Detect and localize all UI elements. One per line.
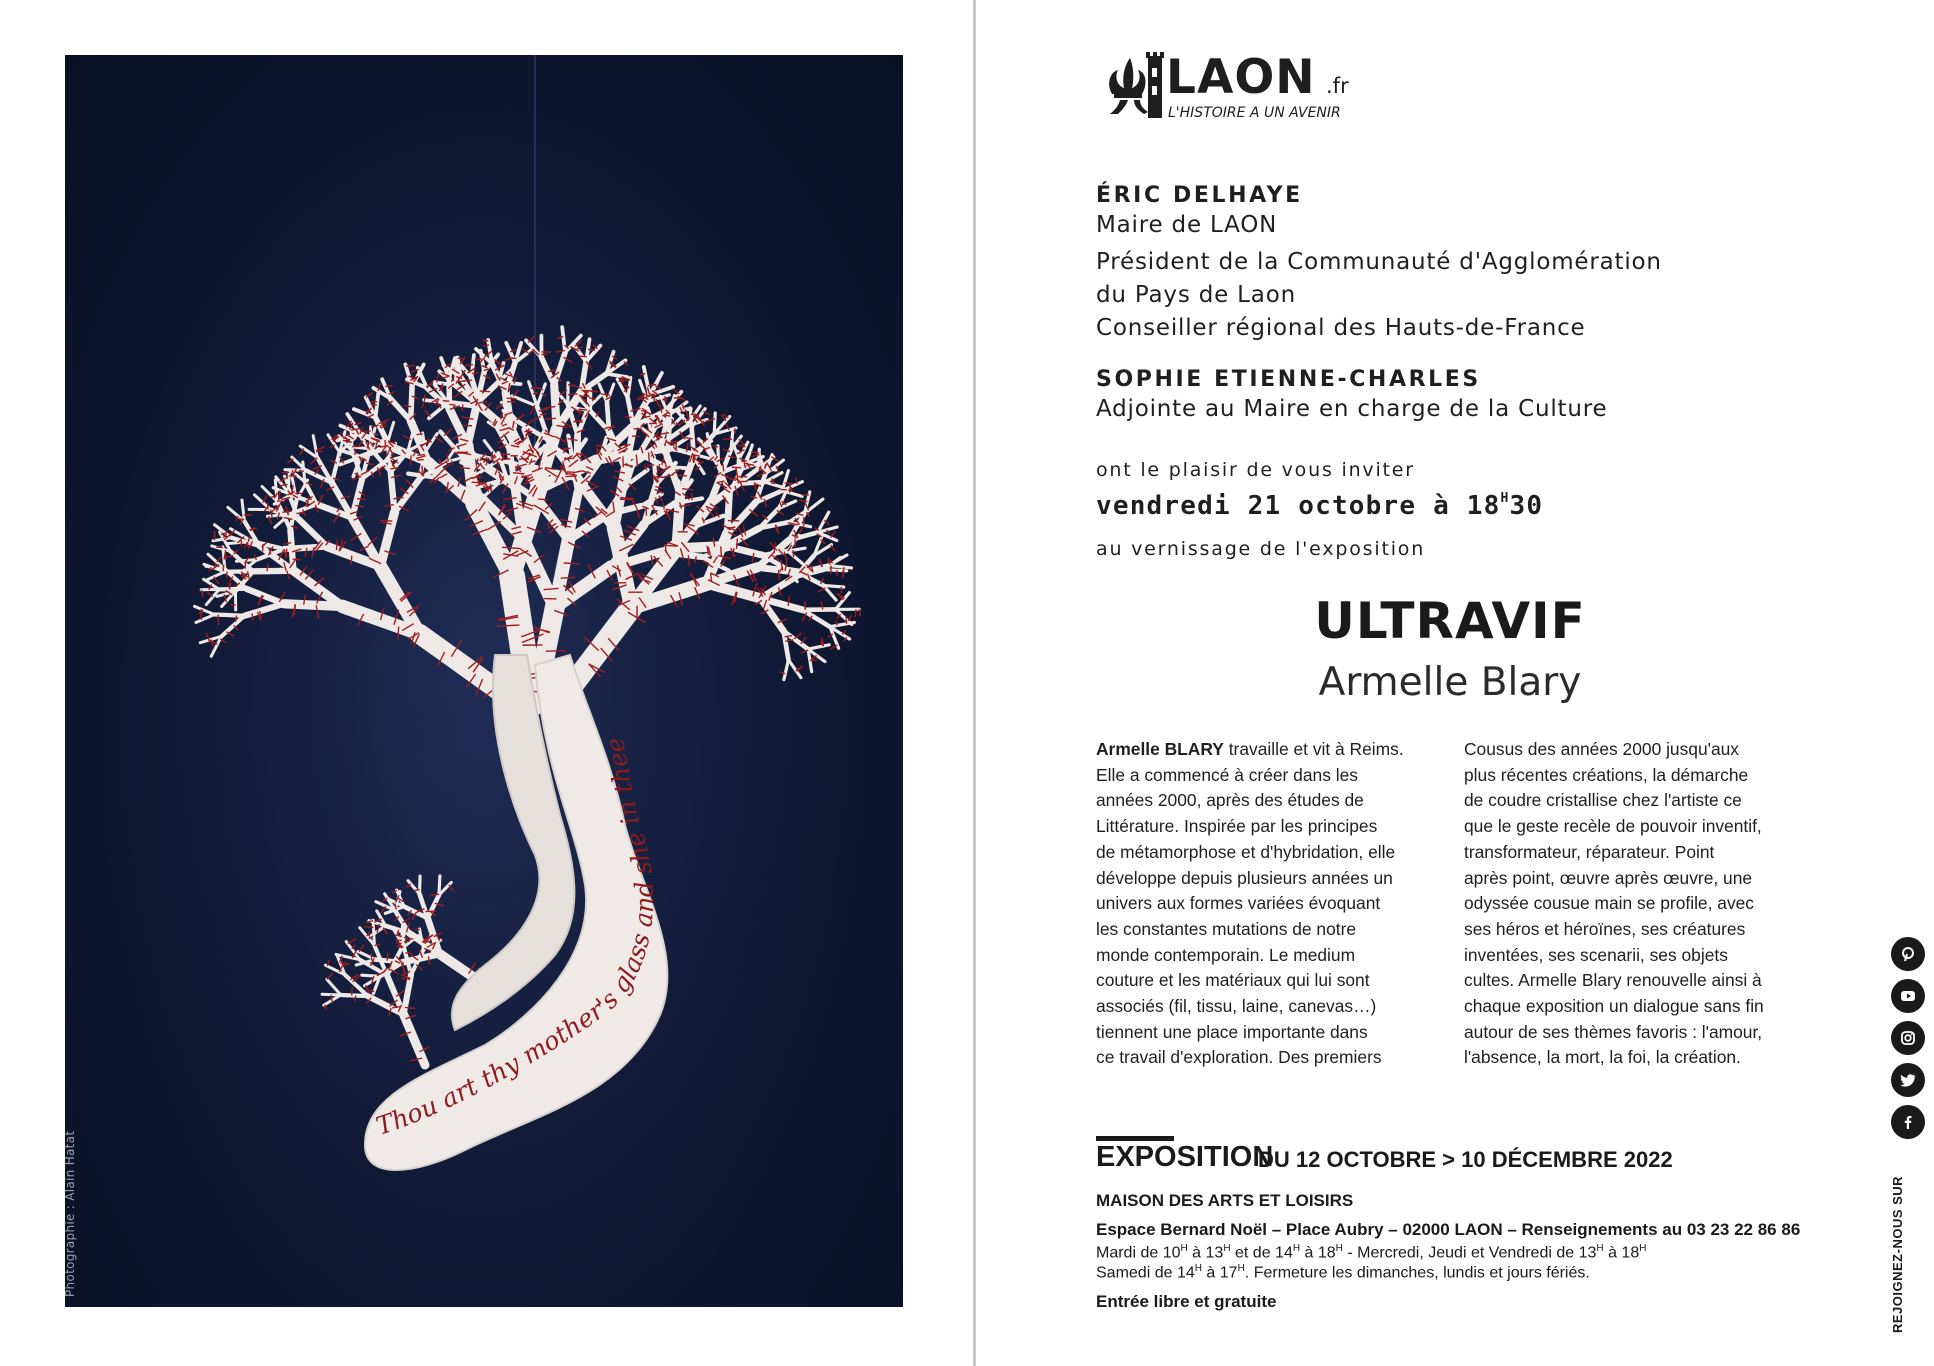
host1-title-1: Maire de LAON [1096, 212, 1278, 238]
body-line: ses héros et héroïnes, ses créatures [1464, 918, 1746, 939]
invitation-outro: au vernissage de l'exposition [1096, 538, 1426, 560]
body-line: Elle a commencé à créer dans les [1096, 764, 1358, 785]
thread-stitch [751, 452, 759, 453]
youtube-icon [1899, 987, 1917, 1005]
thread-stitch [723, 464, 724, 471]
embroidered-inscription: Thou art thy mother's glass and she in thee [372, 735, 660, 1141]
photo-credit: Photographie : Alain Hatat [63, 1130, 77, 1297]
thread-stitch [663, 503, 664, 509]
hours-text: et de 14 [1230, 1244, 1293, 1262]
thread-stitch [649, 452, 650, 462]
social-label: REJOIGNEZ-NOUS SUR [1890, 1175, 1905, 1333]
hours-text: à 18 [1603, 1244, 1640, 1262]
fleur-de-lis-tower-icon [1104, 50, 1166, 122]
body-line: années 2000, après des études de [1096, 790, 1364, 811]
instagram-icon [1899, 1029, 1917, 1047]
body-line: l'absence, la mort, la foi, la création. [1464, 1047, 1741, 1068]
logo-wordmark: LAON [1166, 50, 1316, 105]
body-line: développe depuis plusieurs années un [1096, 867, 1393, 888]
body-line: couture et les matériaux qui lui sont [1096, 970, 1370, 991]
host1-title-2: Président de la Communauté d'Agglomération [1096, 249, 1662, 275]
branch [411, 387, 412, 421]
thread-stitch [711, 573, 712, 582]
thread-stitch [380, 520, 392, 521]
thread-stitch [371, 404, 377, 405]
hours-text: - Mercredi, Jeudi et Vendredi de 13 [1342, 1244, 1597, 1262]
branch [219, 589, 246, 590]
body-line: les constantes mutations de notre [1096, 918, 1357, 939]
thread-stitch [721, 546, 722, 556]
body-line: tiennent une place importante dans [1096, 1021, 1368, 1042]
body-line: univers aux formes variées évoquant [1096, 893, 1381, 914]
entry-info: Entrée libre et gratuite [1096, 1292, 1277, 1311]
thread-stitch [385, 386, 392, 387]
thread-stitch [340, 963, 346, 964]
twitter-button[interactable] [1891, 1063, 1925, 1097]
thread-stitch [462, 404, 463, 411]
thread-stitch [417, 434, 423, 435]
body-line: odyssée cousue main se profile, avec [1464, 893, 1755, 914]
hours-text: à 17 [1201, 1264, 1238, 1282]
branch [373, 920, 374, 945]
thread-stitch [410, 455, 411, 465]
instagram-button[interactable] [1891, 1021, 1925, 1055]
hours-sup: H [1194, 1263, 1202, 1274]
thread-stitch [215, 563, 216, 568]
hours-sup: H [1237, 1263, 1245, 1274]
thread-stitch [263, 544, 264, 552]
thread-stitch [277, 501, 285, 502]
body-line: chaque exposition un dialogue sans fin [1464, 996, 1764, 1017]
thread-stitch [236, 615, 237, 621]
thread-stitch [458, 358, 464, 359]
body-line: autour de ses thèmes favoris : l'amour, [1464, 1021, 1763, 1042]
body-line: associés (fil, tissu, laine, canevas…) [1096, 996, 1377, 1017]
branch [391, 472, 395, 512]
thread-stitch [268, 503, 269, 510]
embroidered-tree-sculpture [65, 55, 903, 1307]
body-line: monde contemporain. Le medium [1096, 944, 1356, 965]
hours-sup: H [1180, 1243, 1188, 1254]
thread-stitch [374, 434, 379, 435]
thread-stitch [293, 559, 302, 560]
thread-stitch [387, 953, 388, 961]
thread-stitch [566, 476, 577, 477]
thread-stitch [245, 560, 246, 568]
thread-stitch [674, 398, 683, 399]
hours-sup: H [1596, 1243, 1604, 1254]
thread-stitch [398, 626, 399, 639]
thread-stitch [452, 461, 453, 466]
body-line: de coudre cristallise chez l'artiste ce [1464, 790, 1742, 811]
body-line: inventées, ses scenarii, ses objets [1464, 944, 1728, 965]
body-line: plus récentes créations, la démarche [1464, 764, 1749, 785]
thread-stitch [406, 365, 415, 366]
hours-text: . Fermeture les dimanches, lundis et jours fériés. [1244, 1264, 1590, 1282]
page-divider [973, 0, 976, 1366]
branch [404, 924, 405, 946]
thread-stitch [579, 356, 587, 357]
hours-sup: H [1639, 1243, 1647, 1254]
thread-stitch [780, 489, 786, 490]
hours-sup: H [1335, 1243, 1343, 1254]
hours-text: à 13 [1187, 1244, 1224, 1262]
thread-stitch [591, 398, 596, 399]
host2-title-1: Adjointe au Maire en charge de la Culture [1096, 396, 1608, 422]
thread-stitch [655, 477, 665, 478]
facebook-button[interactable] [1891, 1105, 1925, 1139]
date-text: vendredi 21 octobre à 18 [1096, 491, 1501, 521]
thread-stitch [201, 614, 202, 620]
hours-sup: H [1292, 1243, 1301, 1254]
body-column-1 [1096, 737, 1446, 1071]
thread-stitch [663, 415, 670, 416]
artist-name-inline: Armelle BLARY [1096, 739, 1224, 759]
thread-stitch [449, 404, 455, 405]
thread-stitch [855, 609, 856, 617]
logo-domain-extension: .fr [1326, 74, 1349, 98]
venue-address: Espace Bernard Noël – Place Aubry – 02000 LAON – Renseignements au 03 23 22 86 86 [1096, 1220, 1801, 1239]
branch [284, 547, 327, 550]
thread-stitch [252, 613, 253, 620]
hours-text: Samedi de 14 [1096, 1264, 1195, 1282]
thread-stitch [805, 601, 806, 610]
thread-stitch [249, 536, 250, 541]
thread-stitch [545, 418, 556, 419]
date-hour-sup: H [1500, 491, 1510, 506]
thread-stitch [364, 927, 374, 928]
thread-stitch [223, 565, 224, 572]
thread-stitch [665, 544, 666, 553]
thread-stitch [568, 394, 578, 395]
branch [420, 876, 421, 894]
thread-stitch [846, 616, 847, 624]
thread-stitch [779, 570, 780, 580]
thread-stitch [417, 455, 424, 456]
hours-text: à 18 [1300, 1244, 1336, 1262]
body-line: transformateur, réparateur. Point [1464, 841, 1715, 862]
branch [692, 427, 694, 457]
body-line: que le geste recèle de pouvoir inventif, [1464, 816, 1762, 837]
pinterest-button[interactable] [1891, 937, 1925, 971]
thread-stitch [355, 449, 356, 455]
body-column-2 [1464, 737, 1814, 1071]
artist-name: Armelle Blary [1318, 660, 1582, 705]
logo-tagline: L'HISTOIRE A UN AVENIR [1168, 105, 1341, 121]
opening-hours-weekdays [1096, 1243, 1646, 1262]
body-line: Littérature. Inspirée par les principes [1096, 816, 1378, 837]
thread-stitch [561, 577, 575, 578]
youtube-button[interactable] [1891, 979, 1925, 1013]
invitation-date [1096, 491, 1543, 521]
branch [718, 446, 719, 466]
laon-logo [1104, 48, 1364, 128]
thread-stitch [425, 911, 436, 912]
invitation-intro: ont le plaisir de vous inviter [1096, 459, 1415, 481]
host1-name: ÉRIC DELHAYE [1096, 183, 1303, 208]
host1-title-3: du Pays de Laon [1096, 282, 1296, 308]
artwork-photo [65, 55, 903, 1307]
thread-stitch [567, 472, 575, 473]
thread-stitch [296, 513, 303, 514]
thread-stitch [564, 563, 579, 564]
branch [471, 355, 473, 378]
body-line: de métamorphose et d'hybridation, elle [1096, 841, 1396, 862]
body-line: Cousus des années 2000 jusqu'aux [1464, 739, 1740, 759]
body-text: travaille et vit à Reims. [1223, 739, 1404, 759]
exhibition-title: ULTRAVIF [1314, 592, 1586, 650]
body-line: après point, œuvre après œuvre, une [1464, 867, 1753, 888]
thread-stitch [422, 941, 432, 942]
thread-stitch [480, 391, 490, 392]
host2-name: SOPHIE ETIENNE-CHARLES [1096, 367, 1481, 392]
thread-stitch [490, 484, 491, 492]
host1-title-4: Conseiller régional des Hauts-de-France [1096, 315, 1586, 341]
body-line: cultes. Armelle Blary renouvelle ainsi à [1464, 970, 1762, 991]
date-minutes: 30 [1509, 491, 1544, 521]
thread-stitch [793, 550, 794, 557]
body-line: ce travail d'exploration. Des premiers [1096, 1047, 1382, 1068]
thread-stitch [623, 445, 630, 446]
thread-stitch [538, 499, 547, 500]
hours-sup: H [1223, 1243, 1231, 1254]
branch [215, 614, 245, 615]
pinterest-icon [1899, 945, 1917, 963]
opening-hours-saturday [1096, 1263, 1590, 1282]
thread-stitch [736, 538, 737, 548]
thread-stitch [526, 434, 532, 435]
thread-stitch [351, 556, 352, 565]
thread-stitch [430, 894, 439, 895]
twitter-icon [1899, 1071, 1917, 1089]
venue-name: MAISON DES ARTS ET LOISIRS [1096, 1191, 1354, 1210]
thread-stitch [790, 484, 791, 493]
exposition-dates: DU 12 OCTOBRE > 10 DÉCEMBRE 2022 [1258, 1147, 1673, 1172]
hours-text: Mardi de 10 [1096, 1244, 1181, 1262]
thread-stitch [506, 398, 516, 399]
facebook-icon [1899, 1113, 1917, 1131]
thread-stitch [500, 459, 510, 460]
exposition-label: EXPOSITION [1096, 1141, 1274, 1173]
thread-stitch [357, 499, 365, 500]
body-line [1096, 737, 1446, 763]
thread-stitch [678, 475, 687, 476]
thread-stitch [299, 470, 304, 471]
branch [690, 408, 691, 428]
